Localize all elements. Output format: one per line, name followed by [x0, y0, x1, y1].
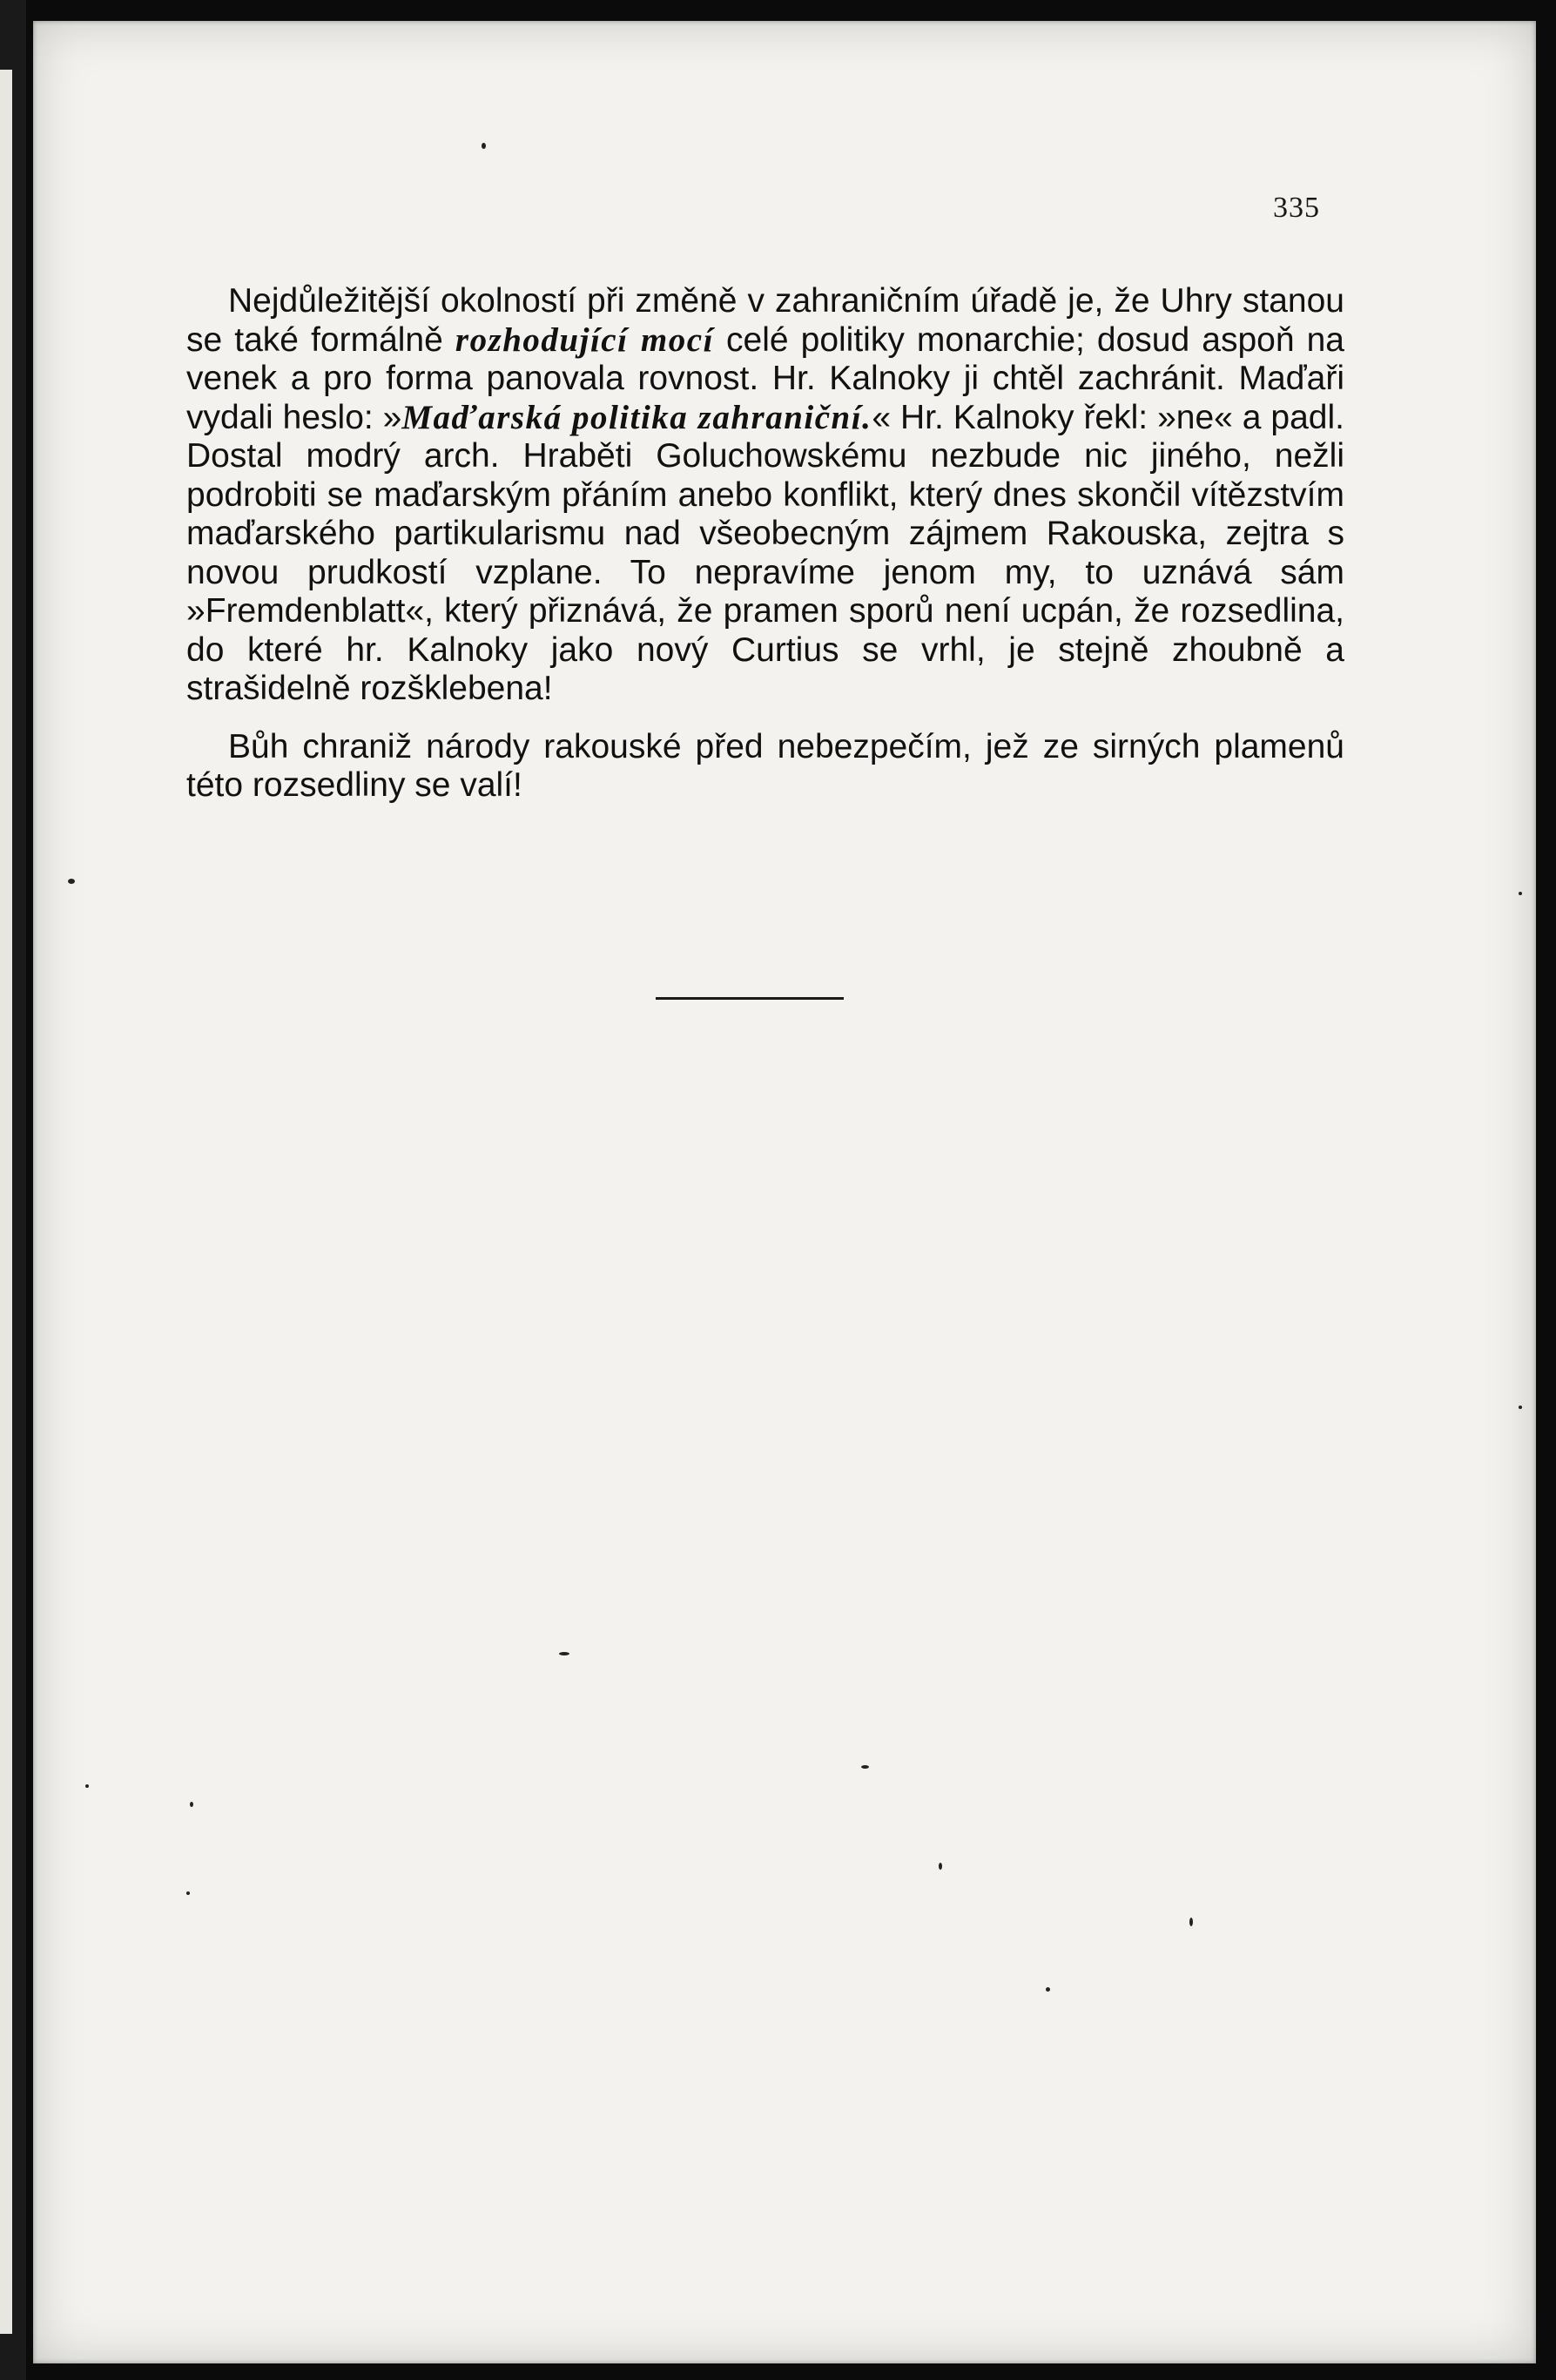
scan-speck: [939, 1863, 942, 1870]
scan-speck: [1046, 1987, 1050, 1992]
scan-speck: [1189, 1918, 1193, 1926]
scan-speck: [482, 143, 486, 149]
paragraph-1-text: Nejdůležitější okolností při změně v zahraničním úřadě je, že Uhry stanou se také formálně: [186, 282, 1344, 359]
scan-speck: [559, 1652, 569, 1655]
paragraph-1: [186, 282, 1344, 709]
scan-speck: [861, 1765, 869, 1769]
paragraph-2: [186, 728, 1344, 806]
scan-speck: [1519, 1406, 1522, 1409]
page-number: 335: [1273, 192, 1320, 224]
scan-speck: [190, 1802, 193, 1807]
scan-speck: [1519, 892, 1522, 895]
scan-speck: [68, 879, 75, 884]
scan-speck: [186, 1891, 190, 1895]
previous-page-edge: [0, 70, 12, 2334]
book-page: [33, 21, 1536, 2363]
scan-speck: [85, 1784, 89, 1788]
paragraph-1-emphasis: Maďarská politika zahraniční.: [401, 398, 872, 436]
paragraph-1-text: celé politiky monarchie; dosud aspoň na venek a pro forma panovala rovnost. Hr. Kalnoky ji chtěl zachránit. Maďaři vydali heslo: »: [186, 320, 1344, 436]
body-text: [186, 282, 1344, 806]
paragraph-2-text: Bůh chraniž národy rakouské před nebezpečím, jež ze sirných plamenů této rozsedliny se valí!: [186, 727, 1344, 804]
paragraph-1-text: « Hr. Kalnoky řekl: »ne« a padl. Dostal modrý arch. Hraběti Goluchowskému nezbude nic jiného, nežli podrobiti se maďarským přáním anebo konflikt, který dnes skončil vítězstvím maďarského partikularismu nad všeobecným zájmem Rakouska, zejtra s novou prudkostí vzplane. To nepravíme jenom my, to uznává sám »Fremdenblatt«, který přiznává, že pramen sporů není ucpán, že rozsedlina, do které hr. Kalnoky jako nový Curtius se vrhl, je stejně zhoubně a strašidelně rozšklebena!: [186, 398, 1344, 707]
paragraph-1-emphasis: rozhodující mocí: [455, 320, 714, 359]
section-divider: [656, 997, 844, 1000]
